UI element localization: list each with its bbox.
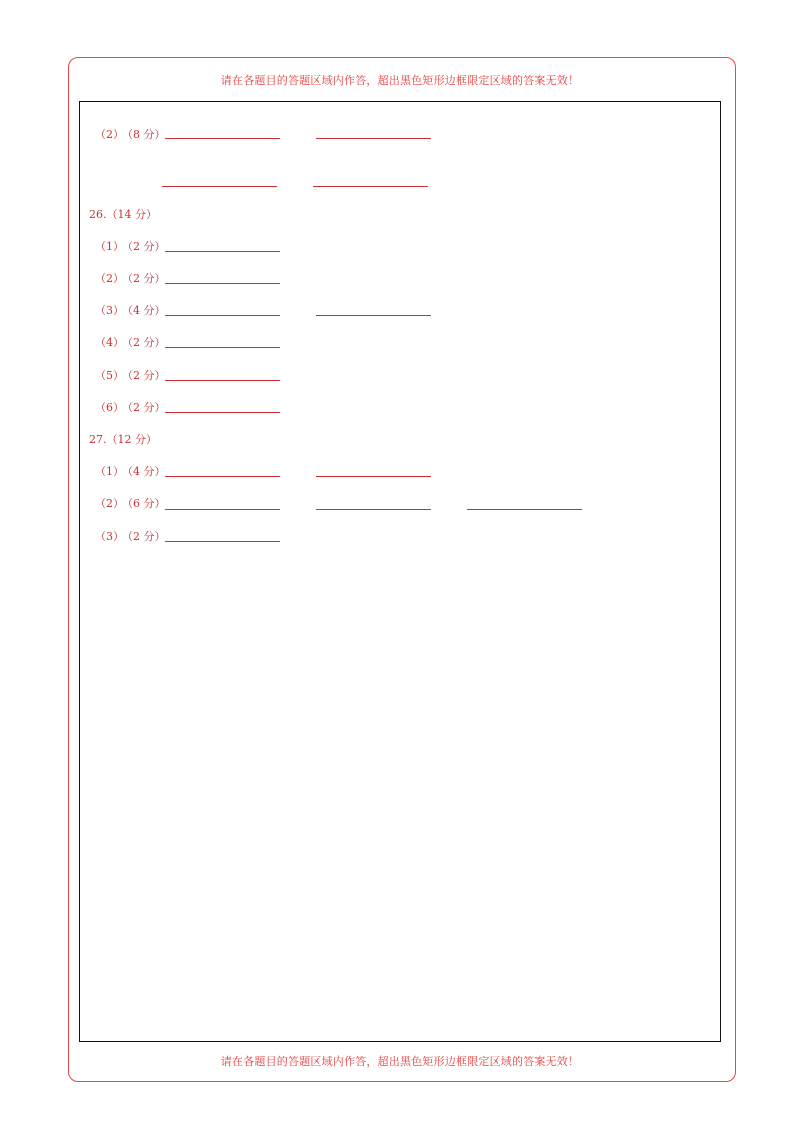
part-number: （2） (95, 497, 124, 510)
answer-blank[interactable] (313, 186, 428, 187)
answer-blank[interactable] (316, 138, 431, 139)
top-warning-text: 请在各题目的答题区域内作答，超出黑色矩形边框限定区域的答案无效！ (220, 74, 580, 87)
q26-heading: 26.（14 分） (89, 208, 157, 221)
bottom-warning-text: 请在各题目的答题区域内作答，超出黑色矩形边框限定区域的答案无效！ (220, 1055, 580, 1068)
part-score: （6 分） (122, 497, 166, 510)
answer-blank[interactable] (165, 347, 280, 348)
part-score: （2 分） (122, 369, 166, 382)
answer-blank[interactable] (316, 476, 431, 477)
part-number: （5） (95, 369, 124, 382)
part-number: （1） (95, 465, 124, 478)
answer-blank[interactable] (162, 186, 277, 187)
part-score: （2 分） (122, 336, 166, 349)
answer-blank[interactable] (165, 541, 280, 542)
answer-blank[interactable] (165, 283, 280, 284)
part-score: （2 分） (122, 401, 166, 414)
part-number: （3） (95, 530, 124, 543)
part-score: （2 分） (122, 272, 166, 285)
answer-blank[interactable] (165, 476, 280, 477)
answer-blank[interactable] (316, 509, 431, 510)
part-score: （2 分） (122, 530, 166, 543)
part-number: （4） (95, 336, 124, 349)
part-number: （3） (95, 304, 124, 317)
q27-heading: 27.（12 分） (89, 433, 157, 446)
part-number: （2） (95, 272, 124, 285)
answer-blank[interactable] (165, 380, 280, 381)
answer-blank[interactable] (316, 315, 431, 316)
part-number: （6） (95, 401, 124, 414)
part-score: （8 分） (122, 128, 166, 141)
part-score: （4 分） (122, 465, 166, 478)
answer-blank[interactable] (165, 315, 280, 316)
answer-blank[interactable] (165, 509, 280, 510)
part-score: （4 分） (122, 304, 166, 317)
answer-blank[interactable] (165, 412, 280, 413)
answer-blank[interactable] (165, 138, 280, 139)
part-score: （2 分） (122, 240, 166, 253)
part-number: （1） (95, 240, 124, 253)
answer-region-border (79, 101, 721, 1042)
answer-blank[interactable] (467, 509, 582, 510)
answer-blank[interactable] (165, 251, 280, 252)
part-number: （2） (95, 128, 124, 141)
